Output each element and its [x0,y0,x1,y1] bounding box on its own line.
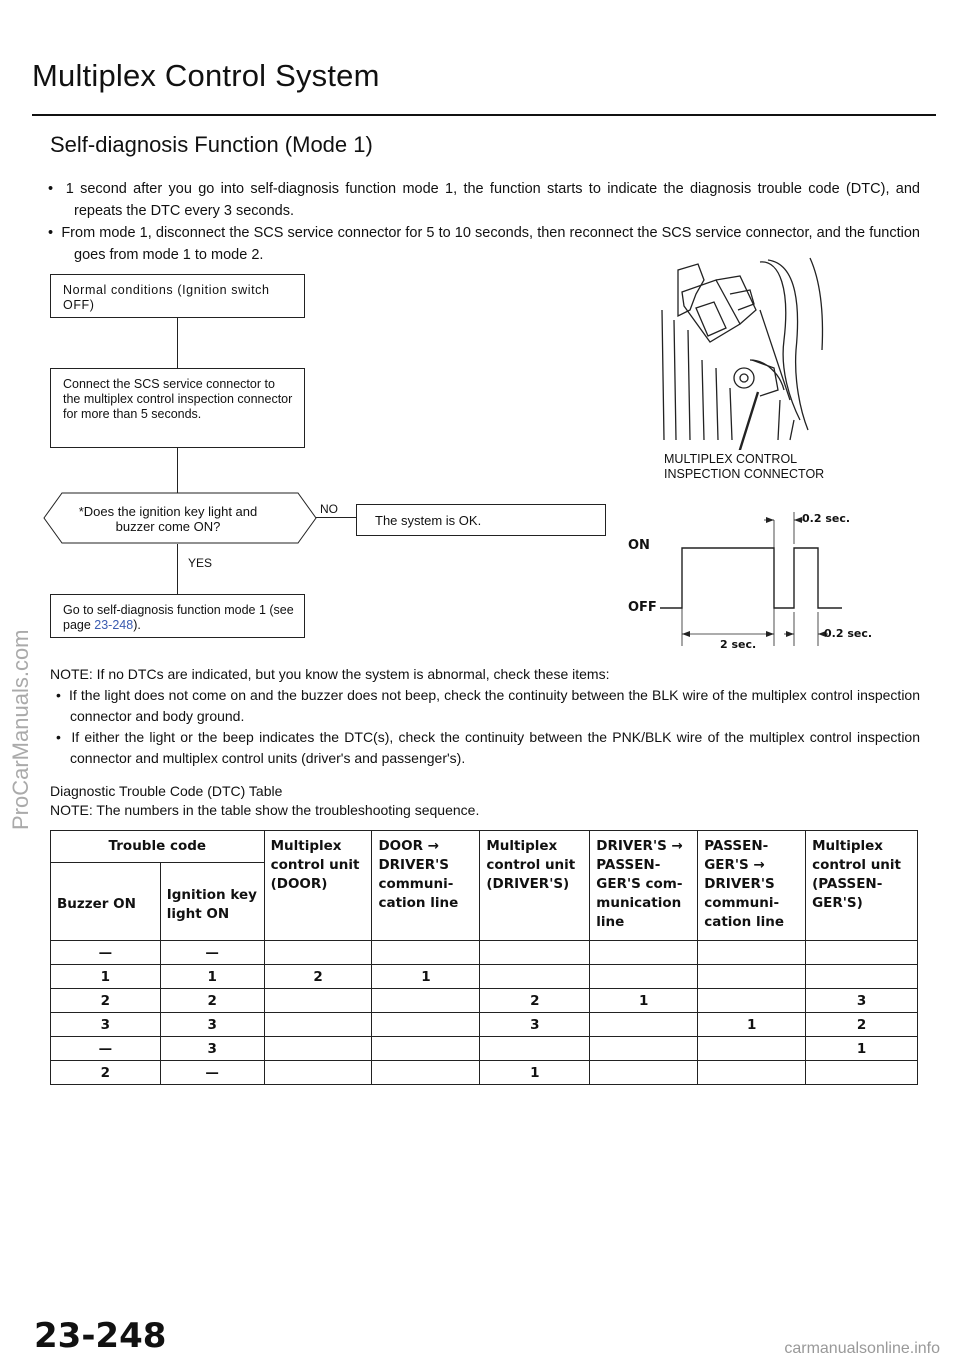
table-cell [590,1013,698,1037]
table-cell [590,965,698,989]
flow-no-label: NO [320,502,338,516]
table-row [51,1013,918,1037]
flow-box-connect-scs: Connect the SCS service connector to the multiplex control inspection connector for more than 5 seconds. [50,368,305,448]
header-door-driver-line: DOOR → DRIVER'S communi-cation line [372,831,480,941]
table-cell: 2 [160,989,264,1013]
table-cell: 3 [51,1013,161,1037]
dtc-caption [50,782,479,820]
table-cell: — [51,941,161,965]
note-intro: NOTE: If no DTCs are indicated, but you know the system is abnormal, check these items: [50,666,610,682]
connector-illustration [650,250,850,450]
header-trouble-code: Trouble code [51,831,265,863]
timing-gap-label: 0.2 sec. [802,512,851,525]
box4-suffix: ). [133,618,141,632]
note-block [50,664,920,769]
header-driver-unit: Multiplex control unit (DRIVER'S) [480,831,590,941]
footer-site: carmanualsonline.info [784,1340,940,1357]
bullet-text: 1 second after you go into self-diagnosis function mode 1, the function starts to indicate the diagnosis trouble code (DTC), and repeats the DTC every 3 seconds. [65,181,920,219]
table-cell [264,1013,372,1037]
flow-decision-text: *Does the ignition key light and buzzer come ON? [78,504,258,534]
connector-label [664,452,824,482]
table-cell [590,941,698,965]
table-cell [480,1037,590,1061]
page-number: 23-248 [34,1316,167,1356]
header-passenger-driver-line: PASSEN-GER'S → DRIVER'S communi-cation line [698,831,806,941]
table-cell [480,941,590,965]
table-cell [590,1037,698,1061]
header-driver-passenger-line: DRIVER'S → PASSEN-GER'S com-munication line [590,831,698,941]
connector-label-line1: MULTIPLEX CONTROL [664,452,798,466]
table-row [51,989,918,1013]
watermark: ProCarManuals.com [8,629,33,830]
table-row [51,941,918,965]
table-cell [806,965,918,989]
flow-connector [177,318,178,368]
bullet-item: • From mode 1, disconnect the SCS service connector for 5 to 10 seconds, then reconnect the SCS service connector, and the function goes from mode 1 to mode 2. [48,225,920,263]
flow-box-system-ok: The system is OK. [356,504,606,536]
flow-connector [177,544,178,594]
table-cell: 1 [698,1013,806,1037]
bullet-text: From mode 1, disconnect the SCS service connector for 5 to 10 seconds, then reconnect the SCS service connector, and the function goes from mode 1 to mode 2. [61,225,920,263]
dtc-table-note: NOTE: The numbers in the table show the troubleshooting sequence. [50,802,480,818]
table-cell: 3 [160,1013,264,1037]
flow-connector [177,448,178,494]
flow-box-normal-conditions: Normal conditions (Ignition switch OFF) [50,274,305,318]
flow-connector [316,517,356,518]
table-cell [698,965,806,989]
table-cell: 1 [480,1061,590,1085]
table-cell [698,1037,806,1061]
table-cell [372,1061,480,1085]
flow-box-go-to-mode1 [50,594,305,638]
table-cell [698,1061,806,1085]
table-cell: 3 [806,989,918,1013]
table-cell [480,965,590,989]
section-title: Self-diagnosis Function (Mode 1) [50,132,373,157]
table-cell [806,941,918,965]
table-row [51,1037,918,1061]
timing-off-label: OFF [628,600,657,615]
table-cell [372,1037,480,1061]
table-cell: — [51,1037,161,1061]
table-cell: — [160,941,264,965]
note-item: • If either the light or the beep indicates the DTC(s), check the continuity between the PNK/BLK wire of the multiplex control inspection connector and multiplex control units (driver's and passenger's). [56,729,920,766]
table-row [51,965,918,989]
table-cell: 2 [480,989,590,1013]
box4-text: Go to self-diagnosis function mode 1 (see page [63,603,294,632]
header-ignition-light-on: Ignition key light ON [160,863,264,941]
dtc-table-title: Diagnostic Trouble Code (DTC) Table [50,783,283,799]
table-cell [698,941,806,965]
table-cell: 1 [51,965,161,989]
title-divider [32,114,936,116]
table-cell: 1 [590,989,698,1013]
dtc-table [50,830,918,1085]
page-title: Multiplex Control System [32,58,380,93]
flow-yes-label: YES [188,556,213,570]
timing-pulse2-label: 0.2 sec. [824,627,873,640]
header-buzzer-on: Buzzer ON [51,863,161,941]
header-door-unit: Multiplex control unit (DOOR) [264,831,372,941]
timing-pulse1-label: 2 sec. [720,638,757,651]
note-item: • If the light does not come on and the buzzer does not beep, check the continuity between the BLK wire of the multiplex control inspection connector and body ground. [56,687,920,724]
table-cell [372,941,480,965]
table-cell [590,1061,698,1085]
table-cell [264,1037,372,1061]
table-row [51,1061,918,1085]
table-cell [372,989,480,1013]
table-cell: 1 [160,965,264,989]
table-cell [698,989,806,1013]
connector-label-line2: INSPECTION CONNECTOR [664,467,825,481]
table-cell [264,989,372,1013]
table-header-row [51,831,918,863]
table-cell: 2 [51,989,161,1013]
timing-on-label: ON [628,538,650,553]
table-cell: 2 [806,1013,918,1037]
table-cell: 2 [51,1061,161,1085]
table-cell [806,1061,918,1085]
table-cell: — [160,1061,264,1085]
table-cell: 3 [160,1037,264,1061]
table-cell: 1 [806,1037,918,1061]
table-cell: 3 [480,1013,590,1037]
note-item-text: If either the light or the beep indicates the DTC(s), check the continuity between the PNK/BLK wire of the multiplex control inspection connector and multiplex control units (driver's and passenger's). [70,729,920,766]
header-passenger-unit: Multiplex control unit (PASSEN-GER'S) [806,831,918,941]
table-cell: 1 [372,965,480,989]
table-cell: 2 [264,965,372,989]
note-item-text: If the light does not come on and the buzzer does not beep, check the continuity between the BLK wire of the multiplex control inspection connector and body ground. [69,687,920,724]
bullet-item: • 1 second after you go into self-diagnosis function mode 1, the function starts to indicate the diagnosis trouble code (DTC), and repeats the DTC every 3 seconds. [48,181,920,219]
table-cell [372,1013,480,1037]
table-cell [264,941,372,965]
table-cell [264,1061,372,1085]
page-link[interactable]: 23-248 [94,618,134,632]
